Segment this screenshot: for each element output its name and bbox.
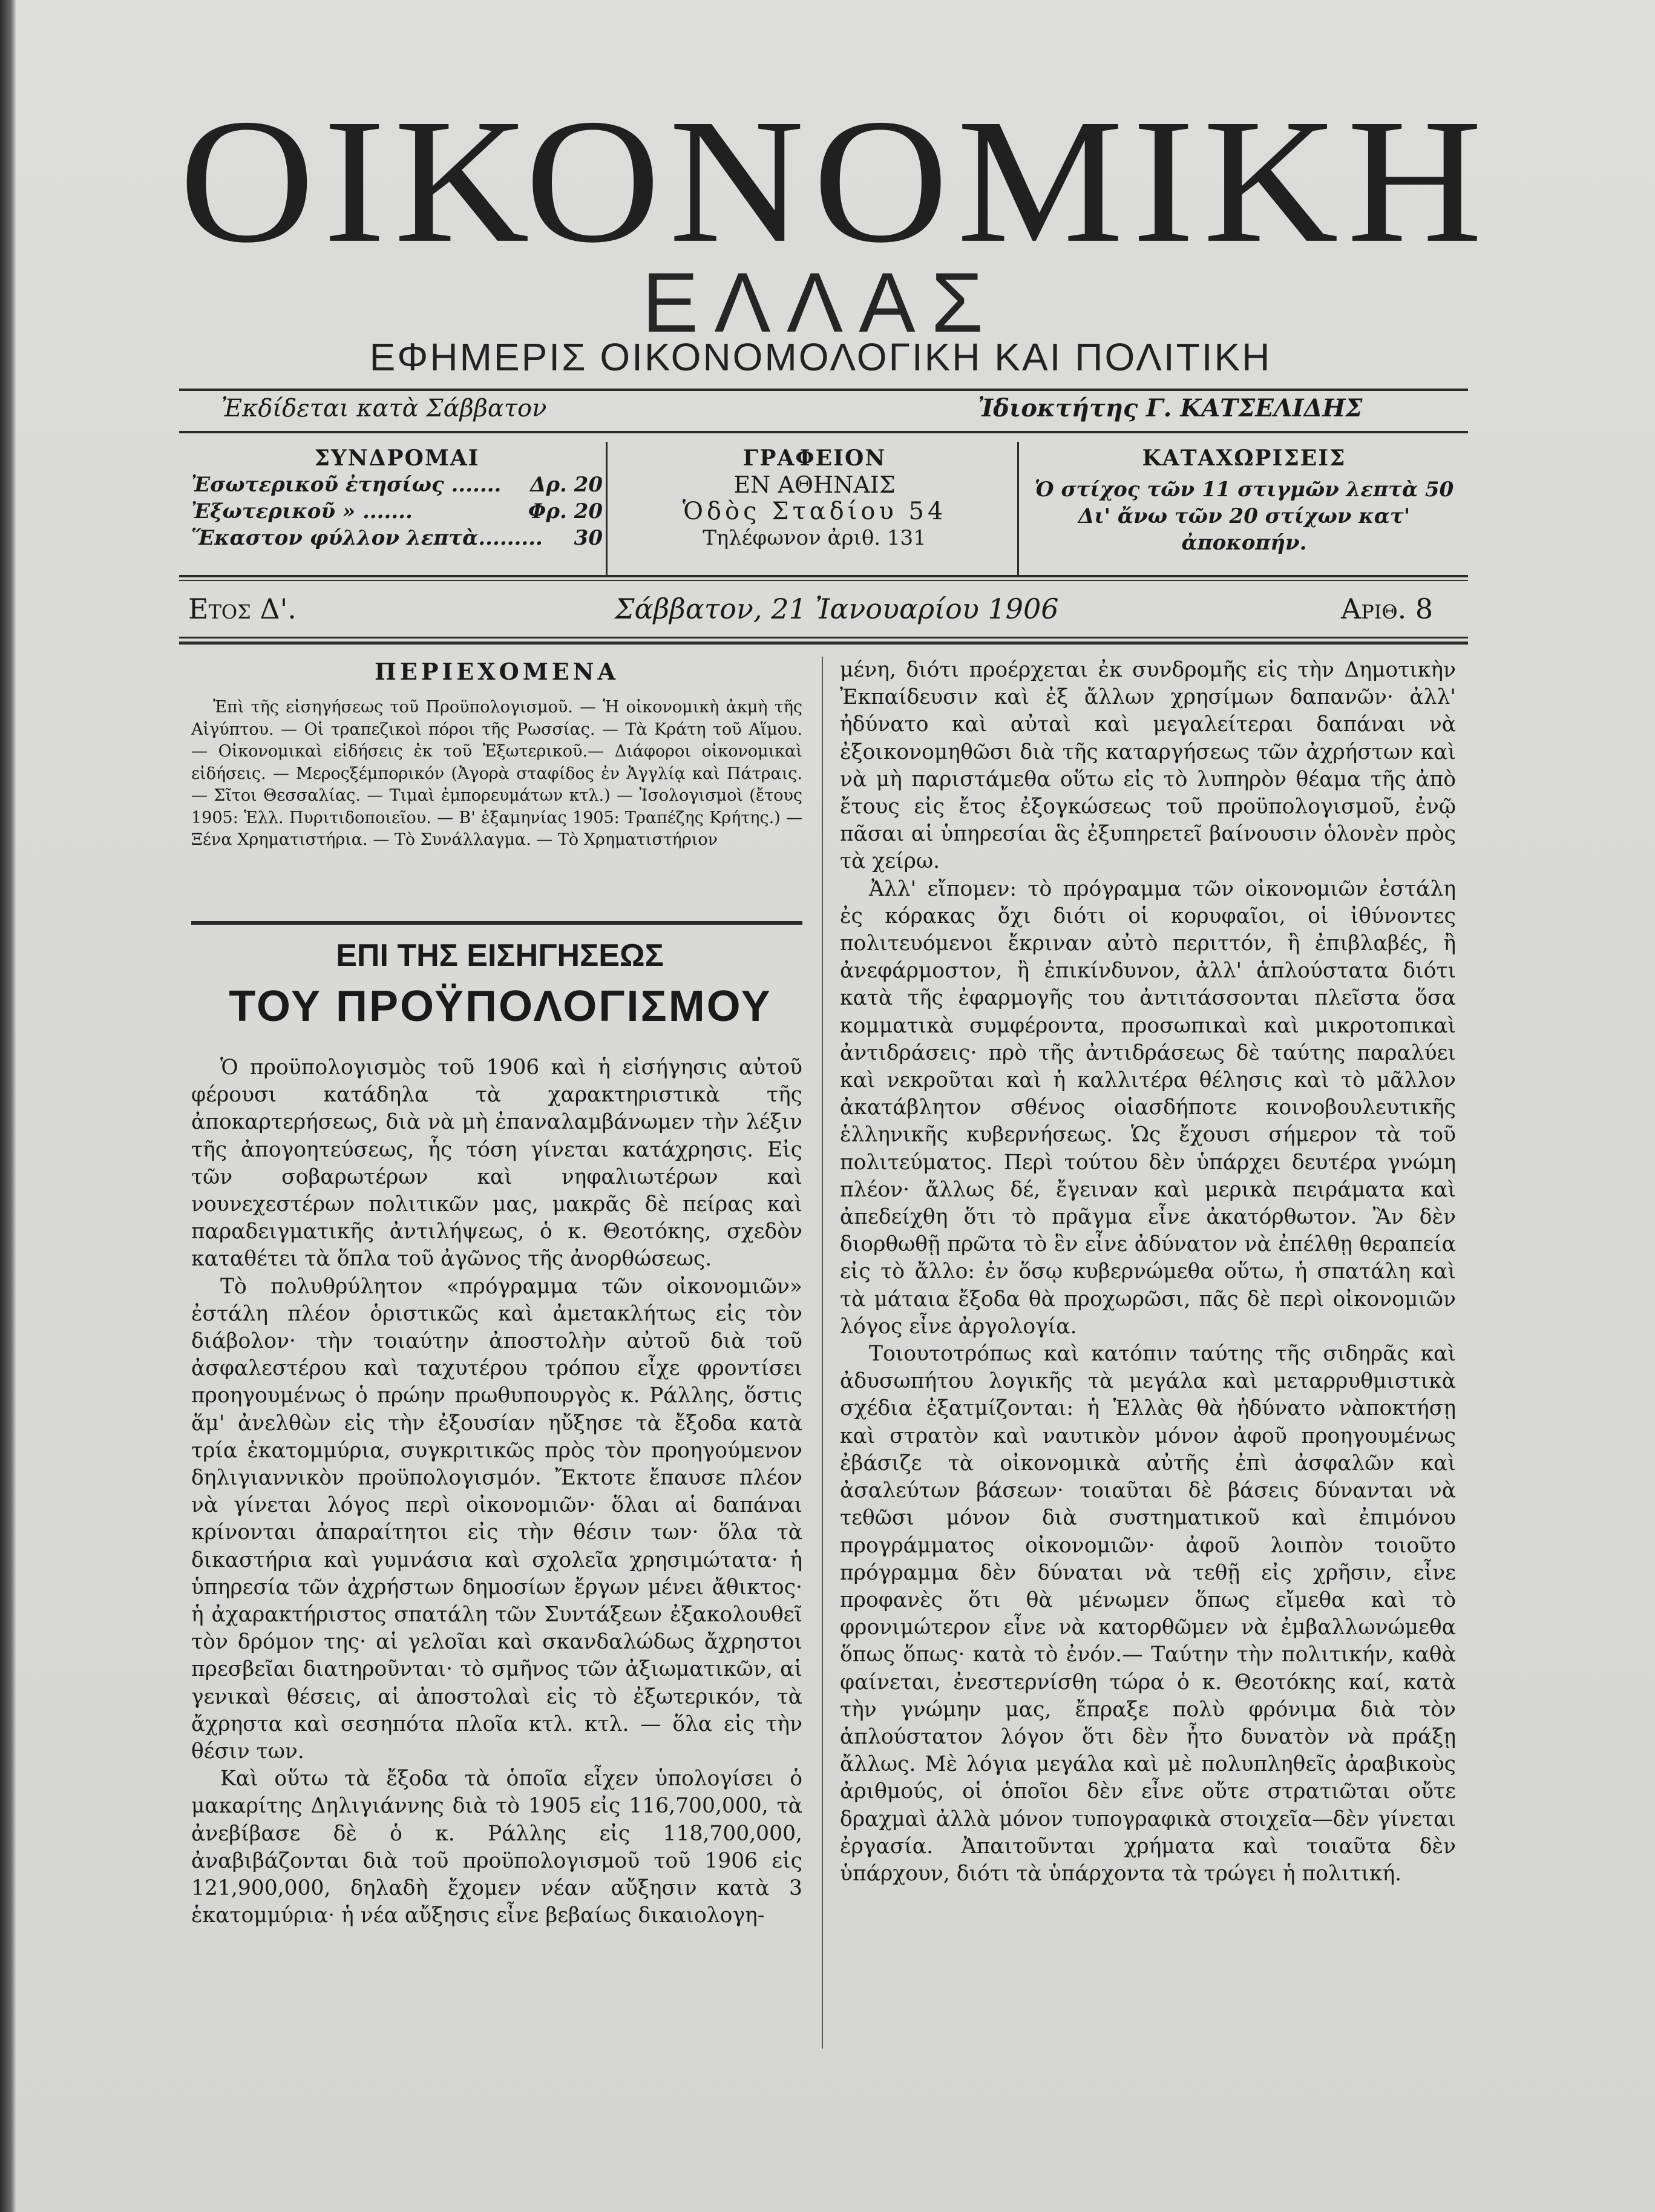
subscription-label: Ἐξωτερικοῦ » ....... [191, 499, 413, 523]
publication-frequency: Ἐκδίδεται κατὰ Σάββατον [221, 395, 547, 422]
article-paragraph: μένη, διότι προέρχεται ἐκ συνδρομῆς εἰς τὴν Δημοτικὴν Ἐκπαίδευσιν καὶ ἐξ ἄλλων χρησίμων δαπανῶν· ἀλλ' ἠδύνατο καὶ αὐταὶ καὶ μεγαλείτεραι δαπάναι νὰ ἐξοικονομηθῶσι διὰ τῆς καταργήσεως τῶν ἀχρήστων καὶ νὰ μὴ παριστάμεθα οὕτω εἰς τὸ λυπηρὸν θέαμα τῆς ἀπὸ ἔτους εἰς ἔτος ἐξογκώσεως τοῦ προϋπολογισμοῦ, ἐνῷ πᾶσαι αἱ ὑπηρεσίαι ἃς ἐξυπηρετεῖ βαίνουσιν ὁλονὲν πρὸς τὰ χείρω. [840, 658, 1456, 874]
issue-number: Αριθ. 8 [1341, 592, 1434, 625]
masthead-title: ΟΙΚΟΝΟΜΙΚΗ [179, 82, 1491, 280]
dateline-bottom-rule [179, 637, 1468, 638]
article-heading-line2: ΤΟΥ ΠΡΟΫΠΟΛΟΓΙΣΜΟΥ [229, 982, 772, 1031]
article-heading-line1: ΕΠΙ ΤΗΣ ΕΙΣΗΓΗΣΕΩΣ [336, 938, 664, 973]
newspaper-page [16, 0, 1655, 2212]
ads-rates: Ὁ στίχος τῶν 11 στιγμῶν λεπτὰ 50 Δι' ἄνω τῶν 20 στίχων κατ' ἀποκοπήν. [1034, 478, 1454, 555]
subscription-label: Ἕκαστον φύλλον λεπτὰ......... [191, 526, 543, 550]
subscription-value: Φρ. 20 [528, 499, 603, 523]
subscription-label: Ἐσωτερικοῦ ἐτησίως ....... [191, 473, 502, 497]
subscriptions-box [191, 445, 603, 566]
article-paragraph: Ἀλλ' εἴπομεν: τὸ πρόγραμμα τῶν οἰκονομιῶν ἐστάλη ἐς κόρακας ὄχι διότι οἱ κορυφαῖοι, οἱ ἰθύνοντες πολιτευόμενοι ἔκριναν αὐτὸ περιττόν, ἢ ἐπιβλαβές, ἢ ἀνεφάρμοστον, ἢ ἐπικίνδυνον, ἀλλ' ἁπλούστατα διότι κατὰ τῆς ἐφαρμογῆς του ἀντιτάσσονται πλεῖστα ὅσα κομματικὰ συμφέροντα, προσωπικαὶ καὶ μικροτοπικαὶ ἀντιδράσεις· πρὸ τῆς ἀντιδράσεως δὲ ταύτης παραλύει καὶ νεκροῦται καὶ ἡ καλλιτέρα θέλησις καὶ τὸ μᾶλλον ἀκατάβλητον σθένος οἱασδήποτε κοινοβουλευτικῆς ἑλληνικῆς κυβερνήσεως. Ὡς ἔχουσι σήμερον τὰ τοῦ πολιτεύματος. Περὶ τούτου δὲν ὑπάρχει δευτέρα γνώμη πλέον· ἄλλως δέ, ἔγειναν καὶ μερικὰ πειράματα καὶ ἀπεδείχθη ὅτι τὸ πρᾶγμα εἶνε ἀκατόρθωτον. Ἂν δὲν διορθωθῇ πρῶτα τὸ ἓν εἶνε ἀδύνατον νὰ ἐπέλθῃ θεραπεία εἰς τὸ ἄλλο: ἐν ὅσῳ κυβερνώμεθα οὕτω, ἡ σπατάλη καὶ τὰ μάταια ἔξοδα θὰ προχωρῶσι, πᾶς δὲ περὶ οἰκονομιῶν λόγος εἶνε ἀργολογία. [840, 876, 1456, 1339]
info-top-rule [179, 431, 1468, 433]
dateline-top-rule [179, 575, 1468, 577]
office-box [621, 445, 1008, 566]
dateline-bottom-rule-thick [179, 642, 1468, 645]
masthead-tagline: ΕΦΗΜΕΡΙΣ ΟΙΚΟΝΟΜΟΛΟΓΙΚΗ ΚΑΙ ΠΟΛΙΤΙΚΗ [369, 335, 1272, 379]
subscription-value: 30 [574, 526, 603, 550]
subscription-row [191, 471, 603, 498]
column-divider [822, 657, 823, 2049]
dateline-top-rule-thin [179, 580, 1468, 581]
scan-edge [0, 0, 16, 2212]
article-paragraph: Τὸ πολυθρύλητον «πρόγραμμα τῶν οἰκονομιῶν» ἐστάλη πλέον ὁριστικῶς καὶ ἀμετακλήτως εἰς τὸν διάβολον· τὴν τοιαύτην ἀποστολὴν αὐτοῦ διὰ τοῦ ἀσφαλεστέρου καὶ ταχυτέρου τρόπου εἶχε φροντίσει προηγουμένως ὁ πρώην πρωθυπουργὸς κ. Ράλλης, ὅστις ἅμ' ἀνελθὼν εἰς τὴν ἐξουσίαν ηὔξησε τὰ ἔξοδα κατὰ τρία ἑκατομμύρια, συγκριτικῶς πρὸς τὸν προηγούμενον δηλιγιαννικὸν προϋπολογισμόν. Ἔκτοτε ἔπαυσε πλέον νὰ γίνεται λόγος περὶ οἰκονομιῶν· ὅλαι αἱ δαπάναι κρίνονται ἀπαραίτητοι εἰς τὴν θέσιν των· ὅλα τὰ δικαστήρια καὶ γυμνάσια καὶ σχολεῖα χρησιμώτατα· ἡ ὑπηρεσία τῶν ἀχρήστων δημοσίων ἔργων μένει ἄθικτος· ἡ ἀχαρακτήριστος σπατάλη τῶν Συντάξεων ἐξακολουθεῖ τὸν δρόμον της· αἱ γελοῖαι καὶ σκανδαλώδως ἄχρηστοι πρεσβεῖαι διατηροῦνται· τὸ σμῆνος τῶν ἀξιωματικῶν, αἱ γενικαὶ θέσεις, αἱ ἀποστολαὶ εἰς τὸ ἐξωτερικόν, τὰ ἄχρηστα καὶ σεσηπότα πλοῖα κτλ. κτλ. — ὅλα εἰς τὴν θέσιν των. [191, 1274, 802, 1764]
article-left-column [191, 1054, 802, 1930]
ads-box [1032, 445, 1456, 566]
owner-line: Ἰδιοκτήτης Γ. ΚΑΤΣΕΛΙΔΗΣ [978, 394, 1363, 422]
contents-heading: ΠΕΡΙΕΧΟΜΕΝΑ [375, 658, 619, 685]
box-divider [1017, 442, 1019, 575]
masthead-subtitle: ΕΛΛΑΣ [641, 255, 1000, 350]
office-phone: Τηλέφωνον ἀριθ. 131 [703, 526, 926, 550]
subscription-row [191, 525, 603, 551]
subscriptions-heading: ΣΥΝΔΡΟΜΑΙ [314, 445, 480, 471]
volume-year: Ετος Δ'. [188, 592, 297, 625]
article-right-column [840, 657, 1456, 1888]
subscription-value: Δρ. 20 [530, 473, 603, 497]
ads-heading: ΚΑΤΑΧΩΡΙΣΕΙΣ [1142, 445, 1346, 471]
contents-text: Ἐπὶ τῆς εἰσηγήσεως τοῦ Προϋπολογισμοῦ. — Ἡ οἰκονομικὴ ἀκμὴ τῆς Αἰγύπτου. — Οἱ τραπεζικοὶ πόροι τῆς Ρωσσίας. — Τὰ Κράτη τοῦ Αἵμου. — Οἰκονομικαὶ εἰδήσεις ἐκ τοῦ Ἐξωτερικοῦ.— Διάφοροι οἰκονομικαὶ εἰδήσεις. — Μεροςξέμπορικόν (Ἀγορὰ σταφίδος ἐν Ἀγγλίᾳ καὶ Πάτραις. — Σῖτοι Θεσσαλίας. — Τιμαὶ ἐμπορευμάτων κτλ.) — Ἰσολογισμοὶ (ἔτους 1905: Ἑλλ. Πυριτιδοποιεῖου. — Β' ἑξαμηνίας 1905: Τραπέζης Κρήτης.) — Ξένα Χρηματιστήρια. — Τὸ Συνάλλαγμα. — Τὸ Χρηματιστήριον [191, 698, 802, 849]
office-street: Ὁδὸς Σταδίου 54 [682, 497, 947, 525]
masthead-rule [179, 389, 1468, 391]
contents-rule [191, 921, 802, 925]
article-paragraph: Τοιουτοτρόπως καὶ κατόπιν ταύτης τῆς σιδηρᾶς καὶ ἀδυσωπήτου λογικῆς τὰ μεγάλα καὶ μεταρρυθμιστικὰ σχέδια ἐξατμίζονται: ἡ Ἑλλὰς θὰ ἠδύνατο νὰποκτήσῃ καὶ στρατὸν καὶ ναυτικὸν μόνον ἀφοῦ προηγουμένως ἐβάσιζε τὰ οἰκονομικὰ αὐτῆς ἐπὶ ἀσφαλῶν καὶ ἀσαλεύτων βάσεων· τοιαῦται δὲ βάσεις δύνανται νὰ τεθῶσι μόνον διὰ συστηματικοῦ καὶ ἐπιμόνου προγράμματος οἰκονομιῶν· ἀφοῦ λοιπὸν τοιοῦτο πρόγραμμα δὲν δύναται νὰ τεθῇ εἰς χρῆσιν, εἶνε προφανὲς ὅτι θὰ μένωμεν ὅπως εἴμεθα καὶ τὸ φρονιμώτερον εἶνε νὰ κατορθῶμεν νὰ ἐμβαλλωνώμεθα ὅπως ὅπως· κατὰ τὸ ἐνόν.— Ταύτην τὴν πολιτικήν, καθὰ φαίνεται, ἐνεστερνίσθη τώρα ὁ κ. Θεοτόκης καί, κατὰ τὴν γνώμην μας, ἔπραξε πολὺ φρόνιμα διὰ τὸν ἁπλούστατον λόγον ὅτι δὲν ἦτο δυνατὸν νὰ πράξῃ ἄλλως. Μὲ λόγια μεγάλα καὶ μὲ πολυπληθεῖς ἀραβικοὺς ἀριθμούς, οἱ ὁποῖοι δὲν εἶνε οὔτε στρατιῶται οὔτε δραχμαὶ ἀλλὰ μόνον τυπογραφικὰ στοιχεῖα—δὲν γίνεται ἐργασία. Ἀπαιτοῦνται χρήματα καὶ τοιαῦτα δὲν ὑπάρχουν, διότι τὰ ὑπάρχοντα τὰ τρώγει ἡ πολιτική. [840, 1342, 1456, 1886]
office-city: ΕΝ ΑΘΗΝΑΙΣ [733, 471, 896, 498]
box-divider [606, 442, 608, 575]
contents-section [191, 657, 802, 852]
article-paragraph: Ὁ προϋπολογισμὸς τοῦ 1906 καὶ ἡ εἰσήγησις αὐτοῦ φέρουσι κατάδηλα τὰ χαρακτηριστικὰ τῆς ἀποκαρτερήσεως, διὰ νὰ μὴ ἐπαναλαμβάνωμεν τὴν λέξιν τῆς ἀπογοητεύσεως, ἧς τόση γίνεται κατάχρησις. Εἰς τῶν σοβαρωτέρων καὶ νηφαλιωτέρων καὶ νουνεχεστέρων πολιτικῶν μας, μακρᾶς δὲ πείρας καὶ παραδειγματικῆς ἀντιλήψεως, ὁ κ. Θεοτόκης, σχεδὸν καταθέτει τὰ ὅπλα τοῦ ἀγῶνος τῆς ἀνορθώσεως. [191, 1055, 802, 1272]
issue-date: Σάββατον, 21 Ἰανουαρίου 1906 [615, 592, 1059, 625]
office-heading: ΓΡΑΦΕΙΟΝ [742, 445, 886, 471]
subscription-row [191, 498, 603, 525]
article-paragraph: Καὶ οὕτω τὰ ἔξοδα τὰ ὁποῖα εἶχεν ὑπολογίσει ὁ μακαρίτης Δηλιγιάννης διὰ τὸ 1905 εἰς 116,700,000, τὰ ἀνεβίβασε δὲ ὁ κ. Ράλλης εἰς 118,700,000, ἀναβιβάζονται διὰ τοῦ προϋπολογισμοῦ τοῦ 1906 εἰς 121,900,000, δηλαδὴ ἔχομεν νέαν αὔξησιν κατὰ 3 ἑκατομμύρια· ἡ νέα αὔξησις εἶνε βεβαίως δικαιολογη- [191, 1767, 802, 1928]
